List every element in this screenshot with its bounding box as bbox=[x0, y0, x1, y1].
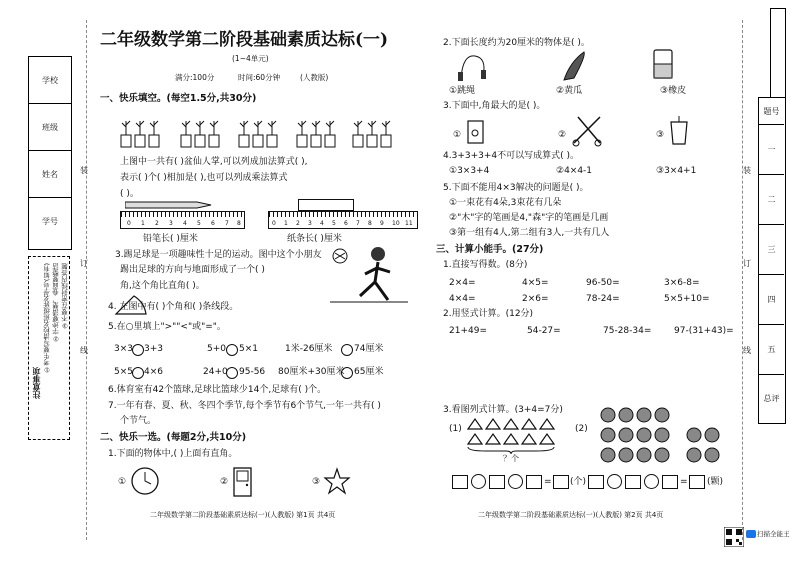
cup-icon bbox=[668, 114, 690, 146]
edition: (人教版) bbox=[300, 73, 329, 82]
option-label: ① bbox=[453, 130, 462, 140]
equals-sign: = bbox=[544, 477, 552, 487]
scissors-icon bbox=[570, 113, 604, 147]
q3-line-c: 角,这个角比直角( )。 bbox=[120, 281, 205, 291]
r-q4-text: 4.3+3+3+4不可以写成算式( )。 bbox=[443, 151, 579, 161]
vertical-calc-title: 2.用竖式计算。(12分) bbox=[443, 309, 534, 319]
direct-problem: 3×6-8= bbox=[664, 278, 700, 288]
picture-1-label: (1) bbox=[449, 424, 462, 434]
pencil-length: 铅笔长( )厘米 bbox=[143, 234, 198, 244]
triangles-icon bbox=[466, 417, 556, 447]
q3-line-a: 3.踢足球是一项趣味性十足的运动。图中这个小朋友 bbox=[115, 250, 322, 260]
jump-rope-icon bbox=[455, 50, 491, 82]
answer-box[interactable] bbox=[452, 475, 468, 489]
option-label: ①3×3+4 bbox=[449, 166, 490, 176]
section-1-title: 一、快乐填空。(每空1.5分,共30分) bbox=[100, 93, 257, 104]
cmp-left: 1米-26厘米 bbox=[285, 344, 333, 354]
scan-app-name: 扫描全能王 bbox=[757, 530, 790, 538]
option-label: ③ bbox=[312, 477, 321, 487]
option-label: ① bbox=[118, 477, 127, 487]
score-total: 总评 bbox=[763, 394, 780, 403]
compare-circle[interactable] bbox=[341, 344, 353, 356]
q3-line-b: 踢出足球的方向与地面形成了一个( ) bbox=[120, 265, 265, 275]
option-label: ②黄瓜 bbox=[556, 86, 583, 96]
ruler-1: 0 1 2 3 4 5 6 7 8 bbox=[120, 211, 245, 229]
notice-box bbox=[28, 256, 70, 440]
q5-text: 5.在○里填上">""<"或"="。 bbox=[108, 322, 226, 332]
cmp-right: 74厘米 bbox=[354, 344, 384, 354]
q7-line-a: 7.一年有春、夏、秋、冬四个季节,每个季节有6个节气,一年一共有( ) bbox=[108, 401, 381, 411]
unit-label: (颗) bbox=[707, 477, 724, 487]
class-cell: 班级 bbox=[29, 104, 71, 151]
binding-line-right bbox=[742, 20, 743, 540]
q6-text: 6.体育室有42个篮球,足球比篮球少14个,足球有( )个。 bbox=[108, 385, 327, 395]
notice-line: ②字迹要清楚、卷面要整洁 bbox=[52, 263, 60, 343]
answer-box[interactable] bbox=[553, 475, 569, 489]
question-count: ？个 bbox=[503, 454, 519, 463]
cmp-left: 3×3 bbox=[114, 344, 133, 354]
score-table-top bbox=[770, 8, 786, 97]
option-label: ③第一组有4人,第二组有3人,一共有几人 bbox=[449, 228, 610, 238]
binding-line-left bbox=[86, 20, 87, 540]
compare-circle[interactable] bbox=[132, 367, 144, 379]
cucumber-icon bbox=[560, 48, 588, 82]
option-label: ② bbox=[558, 130, 567, 140]
can-icon bbox=[465, 116, 487, 146]
section-3-title: 三、计算小能手。(27分) bbox=[436, 244, 544, 255]
equals-sign: = bbox=[680, 477, 688, 487]
answer-box[interactable] bbox=[689, 475, 705, 489]
cmp-left: 80厘米+30厘米 bbox=[278, 367, 345, 377]
q1-line-b: 表示( )个( )相加是( ),也可以列成乘法算式 bbox=[120, 173, 288, 183]
direct-calc-title: 1.直接写得数。(8分) bbox=[443, 260, 528, 270]
score-row: 四 bbox=[759, 275, 784, 325]
unit-label: (个) bbox=[570, 477, 587, 487]
answer-box[interactable] bbox=[662, 475, 678, 489]
score-table bbox=[758, 97, 786, 424]
eraser-icon bbox=[650, 46, 676, 82]
full-score: 满分:100分 bbox=[175, 73, 215, 82]
option-label: ② bbox=[220, 477, 229, 487]
page-title: 二年级数学第二阶段基础素质达标(一) bbox=[100, 30, 389, 50]
direct-problem: 2×6= bbox=[522, 294, 549, 304]
cmp-right: 5×1 bbox=[239, 344, 258, 354]
picture-2-label: (2) bbox=[575, 424, 588, 434]
option-label: ①跳绳 bbox=[449, 86, 476, 96]
compare-circle[interactable] bbox=[226, 344, 238, 356]
score-row: 三 bbox=[759, 225, 784, 275]
r-q2-text: 2.下面长度约为20厘米的物体是( )。 bbox=[443, 38, 590, 48]
q4-text: 4. 左图中有( )个角和( )条线段。 bbox=[108, 302, 239, 312]
option-label: ②4×4-1 bbox=[556, 166, 593, 176]
student-info-box bbox=[28, 56, 72, 250]
operator-circle[interactable] bbox=[607, 474, 622, 489]
answer-box[interactable] bbox=[526, 475, 542, 489]
picture-calc-title: 3.看图列式计算。(3+4=7分) bbox=[443, 405, 563, 415]
direct-problem: 96-50= bbox=[586, 278, 620, 288]
bind-word: 线 bbox=[743, 346, 751, 355]
s2-q1-text: 1.下面的物体中,( )上面有直角。 bbox=[108, 449, 238, 459]
pencil-icon bbox=[125, 199, 215, 211]
qr-code-icon bbox=[724, 527, 744, 547]
cmp-left: 24+0 bbox=[203, 367, 228, 377]
compare-circle[interactable] bbox=[341, 367, 353, 379]
direct-problem: 78-24= bbox=[586, 294, 620, 304]
q7-line-b: 个节气。 bbox=[120, 416, 157, 426]
score-row: 五 bbox=[759, 325, 784, 375]
clock-icon bbox=[130, 466, 160, 496]
paper-strip bbox=[298, 199, 354, 211]
paper-length: 纸条长( )厘米 bbox=[287, 234, 342, 244]
cmp-right: 4×6 bbox=[144, 367, 163, 377]
answer-box[interactable] bbox=[625, 475, 641, 489]
cactus-group-icon bbox=[121, 121, 159, 147]
option-label: ①一束花有4朵,3束花有几朵 bbox=[449, 198, 562, 208]
operator-circle[interactable] bbox=[644, 474, 659, 489]
option-label: ③ bbox=[656, 130, 665, 140]
cmp-right: 3+3 bbox=[144, 344, 163, 354]
direct-problem: 5×5+10= bbox=[664, 294, 710, 304]
ruler-2: 0 1 2 3 4 5 6 7 8 9 10 11 bbox=[268, 211, 418, 229]
operator-circle[interactable] bbox=[471, 474, 486, 489]
name-cell: 姓名 bbox=[29, 151, 71, 198]
student-id-cell: 学号 bbox=[42, 217, 58, 226]
cactus-pots-illustration bbox=[120, 113, 420, 151]
direct-problem: 4×5= bbox=[522, 278, 549, 288]
answer-box[interactable] bbox=[489, 475, 505, 489]
compare-circle[interactable] bbox=[226, 367, 238, 379]
notice-title: 注意事项 bbox=[32, 367, 41, 399]
bind-word: 装 bbox=[80, 166, 88, 175]
option-label: ③3×4+1 bbox=[656, 166, 697, 176]
score-header: 题号 bbox=[759, 98, 784, 125]
section-2-title: 二、快乐一选。(每题2分,共10分) bbox=[100, 432, 247, 443]
r-q3-text: 3.下面中,角最大的是( )。 bbox=[443, 101, 546, 111]
r-q5-text: 5.下面不能用4×3解决的问题是( )。 bbox=[443, 183, 589, 193]
q1-line-a: 上图中一共有( )盆仙人掌,可以列成加法算式( ), bbox=[120, 157, 308, 167]
strawberries-icon bbox=[598, 405, 738, 467]
vertical-problem: 54-27= bbox=[527, 326, 561, 336]
cs-logo-icon bbox=[746, 530, 756, 538]
score-row: 一 bbox=[759, 125, 784, 175]
vertical-problem: 75-28-34= bbox=[603, 326, 652, 336]
option-label: ③橡皮 bbox=[660, 86, 687, 96]
cmp-right: 65厘米 bbox=[354, 367, 384, 377]
vertical-problem: 21+49= bbox=[449, 326, 487, 336]
vertical-problem: 97-(31+43)= bbox=[674, 326, 734, 336]
star-icon bbox=[323, 467, 351, 495]
compare-circle[interactable] bbox=[132, 344, 144, 356]
footer-left: 二年级数学第二阶段基础素质达标(一)(人教版) 第1页 共4页 bbox=[150, 511, 336, 519]
bind-word: 线 bbox=[80, 346, 88, 355]
school-cell: 学校 bbox=[29, 57, 71, 104]
cmp-left: 5+0 bbox=[207, 344, 226, 354]
units-label: (1~4单元) bbox=[232, 54, 269, 63]
bind-word: 订 bbox=[743, 259, 751, 268]
answer-box[interactable] bbox=[588, 475, 604, 489]
direct-problem: 4×4= bbox=[449, 294, 476, 304]
score-row: 二 bbox=[759, 175, 784, 225]
soccer-kid-icon bbox=[330, 244, 410, 306]
notice-line: ③不要在密封线内答题 bbox=[61, 263, 69, 330]
footer-right: 二年级数学第二阶段基础素质达标(一)(人教版) 第2页 共4页 bbox=[478, 511, 664, 519]
cmp-left: 5×5 bbox=[114, 367, 133, 377]
notice-line: ①考生要写清校名班级姓名学号(如有) bbox=[43, 263, 51, 374]
operator-circle[interactable] bbox=[508, 474, 523, 489]
bind-word: 装 bbox=[743, 166, 751, 175]
q1-line-c: ( )。 bbox=[120, 189, 139, 199]
option-label: ②"木"字的笔画是4,"森"字的笔画是几画 bbox=[449, 213, 609, 223]
direct-problem: 2×4= bbox=[449, 278, 476, 288]
exam-time: 时间:60分钟 bbox=[238, 73, 281, 82]
bind-word: 订 bbox=[80, 259, 88, 268]
cmp-right: 95-56 bbox=[239, 367, 266, 377]
door-icon bbox=[232, 466, 254, 498]
